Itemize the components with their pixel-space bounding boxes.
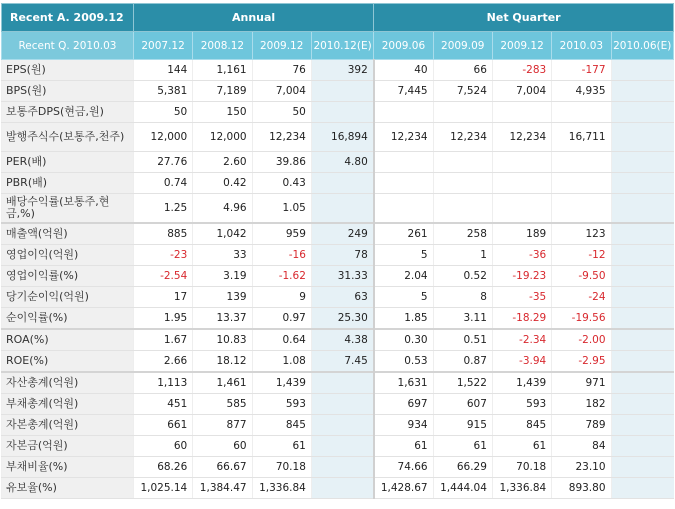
- value-cell: 1,631: [374, 372, 433, 394]
- period-header: 2008.12: [193, 32, 252, 60]
- value-cell: [433, 102, 492, 123]
- table-row: [2, 266, 674, 287]
- financial-summary: [1, 3, 674, 499]
- value-cell: -19.56: [552, 308, 611, 330]
- value-cell: 16,894: [311, 123, 373, 152]
- value-cell: [311, 81, 373, 102]
- value-cell: 845: [492, 415, 551, 436]
- value-cell: [611, 245, 673, 266]
- value-cell: [311, 457, 373, 478]
- value-cell: 40: [374, 60, 433, 81]
- row-label: 자산총계(억원): [2, 372, 134, 394]
- value-cell: 1,439: [252, 372, 311, 394]
- value-cell: [374, 152, 433, 173]
- value-cell: -9.50: [552, 266, 611, 287]
- table-row: [2, 102, 674, 123]
- recent-annual-label: Recent A. 2009.12: [2, 4, 134, 32]
- value-cell: [433, 194, 492, 224]
- row-label: 당기순이익(억원): [2, 287, 134, 308]
- value-cell: -16: [252, 245, 311, 266]
- value-cell: [492, 102, 551, 123]
- value-cell: 78: [311, 245, 373, 266]
- value-cell: [611, 436, 673, 457]
- table-row: [2, 372, 674, 394]
- value-cell: 4.80: [311, 152, 373, 173]
- value-cell: 12,000: [193, 123, 252, 152]
- value-cell: 23.10: [552, 457, 611, 478]
- value-cell: 12,234: [492, 123, 551, 152]
- value-cell: [611, 194, 673, 224]
- value-cell: [611, 457, 673, 478]
- value-cell: 789: [552, 415, 611, 436]
- value-cell: -1.62: [252, 266, 311, 287]
- value-cell: 661: [133, 415, 192, 436]
- value-cell: [611, 81, 673, 102]
- recent-quarter-label: Recent Q. 2010.03: [2, 32, 134, 60]
- row-label: 발행주식수(보통주,천주): [2, 123, 134, 152]
- net-quarter-header: Net Quarter: [374, 4, 674, 32]
- value-cell: 2.04: [374, 266, 433, 287]
- value-cell: 66.67: [193, 457, 252, 478]
- table-row: [2, 436, 674, 457]
- value-cell: 1,336.84: [252, 478, 311, 499]
- value-cell: [492, 194, 551, 224]
- value-cell: 84: [552, 436, 611, 457]
- value-cell: 27.76: [133, 152, 192, 173]
- row-label: PER(배): [2, 152, 134, 173]
- value-cell: [492, 152, 551, 173]
- value-cell: -35: [492, 287, 551, 308]
- value-cell: 1,522: [433, 372, 492, 394]
- annual-header: Annual: [133, 4, 373, 32]
- row-label: 부채총계(억원): [2, 394, 134, 415]
- table-row: [2, 245, 674, 266]
- period-header: 2010.06(E): [611, 32, 673, 60]
- value-cell: [611, 394, 673, 415]
- row-label: 매출액(억원): [2, 223, 134, 245]
- value-cell: 4.38: [311, 329, 373, 351]
- value-cell: 182: [552, 394, 611, 415]
- value-cell: -23: [133, 245, 192, 266]
- value-cell: 451: [133, 394, 192, 415]
- value-cell: [611, 152, 673, 173]
- period-header: 2009.12: [252, 32, 311, 60]
- value-cell: 74.66: [374, 457, 433, 478]
- value-cell: 0.43: [252, 173, 311, 194]
- value-cell: 1.67: [133, 329, 192, 351]
- row-label: 영업이익(억원): [2, 245, 134, 266]
- table-row: [2, 152, 674, 173]
- value-cell: -2.95: [552, 351, 611, 373]
- table-row: [2, 457, 674, 478]
- value-cell: -2.54: [133, 266, 192, 287]
- value-cell: 12,234: [252, 123, 311, 152]
- value-cell: 17: [133, 287, 192, 308]
- value-cell: 70.18: [252, 457, 311, 478]
- row-label: 자본금(억원): [2, 436, 134, 457]
- value-cell: 2.66: [133, 351, 192, 373]
- row-label: 부채비율(%): [2, 457, 134, 478]
- row-label: PBR(배): [2, 173, 134, 194]
- value-cell: 1,336.84: [492, 478, 551, 499]
- value-cell: 3.19: [193, 266, 252, 287]
- table-row: [2, 394, 674, 415]
- value-cell: 16,711: [552, 123, 611, 152]
- table-row: [2, 329, 674, 351]
- table-row: [2, 351, 674, 373]
- value-cell: 39.86: [252, 152, 311, 173]
- value-cell: 893.80: [552, 478, 611, 499]
- value-cell: 63: [311, 287, 373, 308]
- value-cell: [611, 287, 673, 308]
- period-header: 2010.03: [552, 32, 611, 60]
- value-cell: 31.33: [311, 266, 373, 287]
- table-row: [2, 194, 674, 224]
- table-row: [2, 308, 674, 330]
- value-cell: 61: [252, 436, 311, 457]
- value-cell: 1.25: [133, 194, 192, 224]
- value-cell: 12,234: [374, 123, 433, 152]
- table-row: [2, 287, 674, 308]
- value-cell: 7,004: [492, 81, 551, 102]
- value-cell: [611, 329, 673, 351]
- value-cell: 7.45: [311, 351, 373, 373]
- value-cell: 607: [433, 394, 492, 415]
- value-cell: 66: [433, 60, 492, 81]
- row-label: 순이익률(%): [2, 308, 134, 330]
- value-cell: 585: [193, 394, 252, 415]
- value-cell: 0.51: [433, 329, 492, 351]
- value-cell: [492, 173, 551, 194]
- value-cell: [311, 415, 373, 436]
- value-cell: [611, 415, 673, 436]
- period-header: 2010.12(E): [311, 32, 373, 60]
- value-cell: 33: [193, 245, 252, 266]
- row-label: 보통주DPS(현금,원): [2, 102, 134, 123]
- value-cell: [374, 173, 433, 194]
- value-cell: 7,524: [433, 81, 492, 102]
- value-cell: [433, 173, 492, 194]
- value-cell: [611, 223, 673, 245]
- value-cell: 139: [193, 287, 252, 308]
- value-cell: [311, 194, 373, 224]
- value-cell: 9: [252, 287, 311, 308]
- value-cell: 5: [374, 245, 433, 266]
- value-cell: [311, 173, 373, 194]
- value-cell: 1: [433, 245, 492, 266]
- value-cell: 885: [133, 223, 192, 245]
- period-header: 2009.09: [433, 32, 492, 60]
- value-cell: 12,000: [133, 123, 192, 152]
- table-row: [2, 478, 674, 499]
- value-cell: 0.30: [374, 329, 433, 351]
- value-cell: 1.05: [252, 194, 311, 224]
- financial-table-body: [2, 60, 674, 499]
- row-label: BPS(원): [2, 81, 134, 102]
- value-cell: 50: [252, 102, 311, 123]
- value-cell: 258: [433, 223, 492, 245]
- value-cell: 1,384.47: [193, 478, 252, 499]
- value-cell: 697: [374, 394, 433, 415]
- value-cell: 593: [492, 394, 551, 415]
- financial-table: [1, 3, 674, 499]
- value-cell: 1,428.67: [374, 478, 433, 499]
- value-cell: 1,161: [193, 60, 252, 81]
- header-row-periods: [2, 32, 674, 60]
- value-cell: 845: [252, 415, 311, 436]
- value-cell: -2.34: [492, 329, 551, 351]
- row-label: 배당수익률(보통주,현금,%): [2, 194, 134, 224]
- value-cell: [611, 351, 673, 373]
- value-cell: 3.11: [433, 308, 492, 330]
- value-cell: [311, 394, 373, 415]
- value-cell: 7,189: [193, 81, 252, 102]
- value-cell: 5,381: [133, 81, 192, 102]
- value-cell: 13.37: [193, 308, 252, 330]
- value-cell: 61: [374, 436, 433, 457]
- value-cell: 1,461: [193, 372, 252, 394]
- value-cell: -3.94: [492, 351, 551, 373]
- value-cell: [611, 173, 673, 194]
- value-cell: 189: [492, 223, 551, 245]
- value-cell: 1,444.04: [433, 478, 492, 499]
- value-cell: [311, 478, 373, 499]
- value-cell: [552, 102, 611, 123]
- header-row-top: [2, 4, 674, 32]
- value-cell: 0.53: [374, 351, 433, 373]
- value-cell: 934: [374, 415, 433, 436]
- row-label: EPS(원): [2, 60, 134, 81]
- value-cell: 1,113: [133, 372, 192, 394]
- table-row: [2, 173, 674, 194]
- value-cell: [552, 173, 611, 194]
- row-label: 영업이익률(%): [2, 266, 134, 287]
- value-cell: 1,042: [193, 223, 252, 245]
- value-cell: 0.97: [252, 308, 311, 330]
- row-label: ROA(%): [2, 329, 134, 351]
- value-cell: 4.96: [193, 194, 252, 224]
- value-cell: 1.08: [252, 351, 311, 373]
- value-cell: 0.64: [252, 329, 311, 351]
- period-header: 2009.12: [492, 32, 551, 60]
- value-cell: 1.85: [374, 308, 433, 330]
- value-cell: [374, 194, 433, 224]
- value-cell: [311, 102, 373, 123]
- value-cell: 60: [193, 436, 252, 457]
- value-cell: 915: [433, 415, 492, 436]
- value-cell: -18.29: [492, 308, 551, 330]
- value-cell: 5: [374, 287, 433, 308]
- value-cell: 68.26: [133, 457, 192, 478]
- value-cell: 7,004: [252, 81, 311, 102]
- period-header: 2009.06: [374, 32, 433, 60]
- value-cell: 7,445: [374, 81, 433, 102]
- row-label: 자본총계(억원): [2, 415, 134, 436]
- value-cell: -19.23: [492, 266, 551, 287]
- value-cell: 60: [133, 436, 192, 457]
- period-header: 2007.12: [133, 32, 192, 60]
- value-cell: -36: [492, 245, 551, 266]
- value-cell: 10.83: [193, 329, 252, 351]
- value-cell: [311, 436, 373, 457]
- value-cell: 70.18: [492, 457, 551, 478]
- value-cell: 4,935: [552, 81, 611, 102]
- value-cell: -177: [552, 60, 611, 81]
- value-cell: 2.60: [193, 152, 252, 173]
- value-cell: 61: [433, 436, 492, 457]
- value-cell: 0.87: [433, 351, 492, 373]
- value-cell: [311, 372, 373, 394]
- value-cell: 8: [433, 287, 492, 308]
- value-cell: 261: [374, 223, 433, 245]
- value-cell: [433, 152, 492, 173]
- value-cell: [611, 123, 673, 152]
- value-cell: 76: [252, 60, 311, 81]
- value-cell: 25.30: [311, 308, 373, 330]
- value-cell: 1,439: [492, 372, 551, 394]
- value-cell: [611, 308, 673, 330]
- value-cell: [611, 478, 673, 499]
- value-cell: 61: [492, 436, 551, 457]
- value-cell: [552, 194, 611, 224]
- table-row: [2, 81, 674, 102]
- value-cell: 1.95: [133, 308, 192, 330]
- value-cell: 66.29: [433, 457, 492, 478]
- value-cell: 12,234: [433, 123, 492, 152]
- table-row: [2, 415, 674, 436]
- value-cell: 877: [193, 415, 252, 436]
- value-cell: 1,025.14: [133, 478, 192, 499]
- value-cell: [611, 372, 673, 394]
- value-cell: 971: [552, 372, 611, 394]
- row-label: ROE(%): [2, 351, 134, 373]
- value-cell: -24: [552, 287, 611, 308]
- table-row: [2, 60, 674, 81]
- value-cell: [552, 152, 611, 173]
- value-cell: 249: [311, 223, 373, 245]
- value-cell: 0.42: [193, 173, 252, 194]
- value-cell: 50: [133, 102, 192, 123]
- value-cell: 0.52: [433, 266, 492, 287]
- value-cell: 18.12: [193, 351, 252, 373]
- value-cell: [611, 60, 673, 81]
- value-cell: 144: [133, 60, 192, 81]
- value-cell: 150: [193, 102, 252, 123]
- row-label: 유보율(%): [2, 478, 134, 499]
- value-cell: -283: [492, 60, 551, 81]
- value-cell: 123: [552, 223, 611, 245]
- value-cell: -2.00: [552, 329, 611, 351]
- value-cell: [611, 102, 673, 123]
- table-row: [2, 123, 674, 152]
- table-row: [2, 223, 674, 245]
- value-cell: [374, 102, 433, 123]
- value-cell: -12: [552, 245, 611, 266]
- value-cell: 959: [252, 223, 311, 245]
- value-cell: 392: [311, 60, 373, 81]
- value-cell: [611, 266, 673, 287]
- value-cell: 593: [252, 394, 311, 415]
- value-cell: 0.74: [133, 173, 192, 194]
